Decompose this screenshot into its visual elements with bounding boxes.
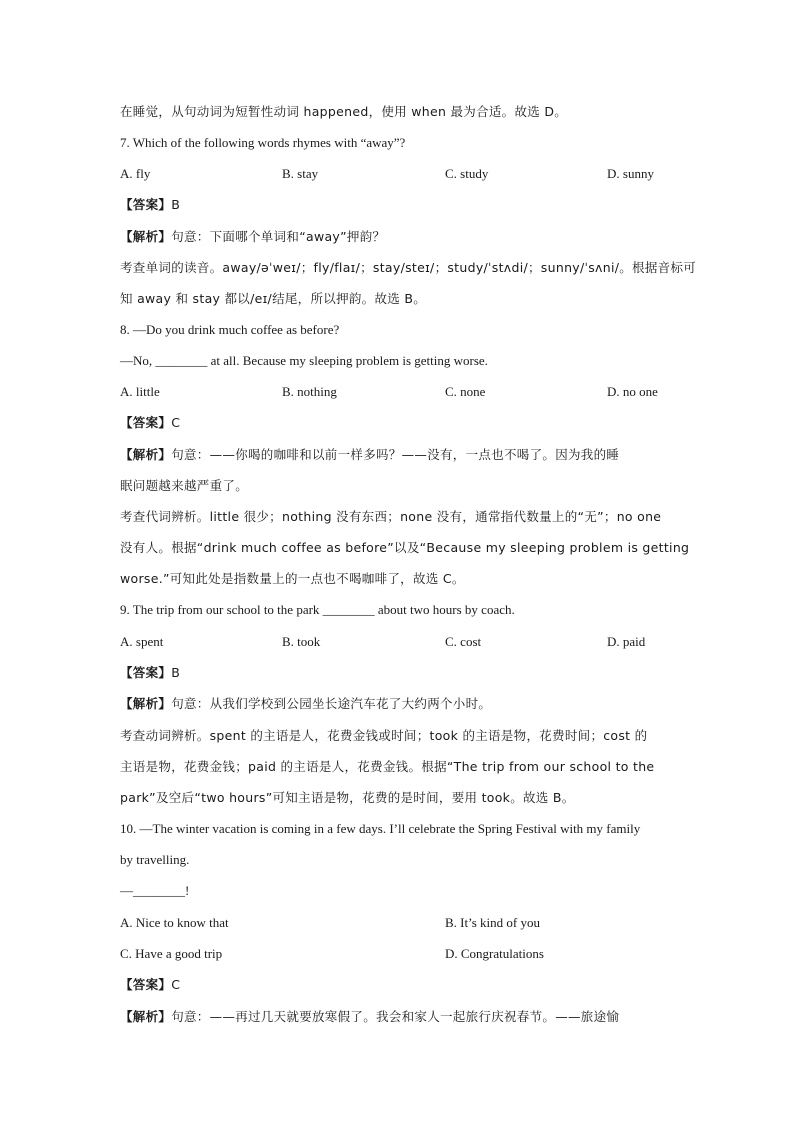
q8-option-a: A. little [120,384,160,399]
q8-explanation-3: 考查代词辨析。little 很少；nothing 没有东西；none 没有，通常指代数量上的“无”；no one [120,509,662,524]
explanation-text: 句意：——再过几天就要放寒假了。我会和家人一起旅行庆祝春节。——旅途愉 [171,1009,620,1024]
q7-answer [120,196,180,214]
answer-tag: 【答案】 [120,665,172,680]
q10-explanation-1 [120,1008,619,1026]
explanation-tag: 【解析】 [120,696,172,711]
explanation-tag: 【解析】 [120,229,172,244]
explanation-tag: 【解析】 [120,447,172,462]
q9-explanation-1 [120,695,491,713]
answer-tag: 【答案】 [120,415,172,430]
explanation-text: 句意：下面哪个单词和“away”押韵？ [171,229,386,244]
q10-option-a: A. Nice to know that [120,915,229,930]
question-10-line-1: 10. —The winter vacation is coming in a few days. I’ll celebrate the Spring Festival with my family [120,821,641,836]
q7-option-c: C. study [445,166,489,181]
q10-option-c: C. Have a good trip [120,946,223,961]
q9-explanation-2: 考查动词辨析。spent 的主语是人，花费金钱或时间；took 的主语是物，花费时间；cost 的 [120,728,648,743]
q8-option-d: D. no one [607,384,658,399]
q9-option-b: B. took [282,634,321,649]
q9-answer [120,664,180,682]
q10-option-b: B. It’s kind of you [445,915,540,930]
question-8-line-2: —No, ________ at all. Because my sleeping problem is getting worse. [120,353,488,368]
answer-value: B [171,665,181,680]
q10-option-d: D. Congratulations [445,946,544,961]
question-9: 9. The trip from our school to the park ________ about two hours by coach. [120,602,515,617]
q8-option-c: C. none [445,384,486,399]
q10-answer [120,976,180,994]
q8-option-b: B. nothing [282,384,337,399]
q7-explanation-2: 考查单词的读音。away/əˈweɪ/；fly/flaɪ/；stay/steɪ/；study/ˈstʌdi/；sunny/ˈsʌni/。根据音标可 [120,260,697,275]
q7-explanation-1 [120,228,385,246]
question-10-line-2: by travelling. [120,852,190,867]
explanation-text: 句意：从我们学校到公园坐长途汽车花了大约两个小时。 [171,696,492,711]
q9-option-a: A. spent [120,634,164,649]
q7-option-b: B. stay [282,166,319,181]
q9-option-d: D. paid [607,634,646,649]
q9-explanation-4: park”及空后“two hours”可知主语是物，花费的是时间，要用 took。故选 B。 [120,790,575,805]
answer-value: C [171,977,181,992]
answer-tag: 【答案】 [120,977,172,992]
q7-explanation-3: 知 away 和 stay 都以/eɪ/结尾，所以押韵。故选 B。 [120,291,427,306]
q9-explanation-3: 主语是物，花费金钱；paid 的主语是人，花费金钱。根据“The trip from our school to the [120,759,655,774]
q7-option-d: D. sunny [607,166,654,181]
q9-option-c: C. cost [445,634,482,649]
q7-option-a: A. fly [120,166,151,181]
question-10-line-3: —________! [120,883,190,898]
answer-value: C [171,415,181,430]
explanation-tag: 【解析】 [120,1009,172,1024]
question-8-line-1: 8. —Do you drink much coffee as before? [120,322,340,337]
explanation-text: 句意：——你喝的咖啡和以前一样多吗？——没有，一点也不喝了。因为我的睡 [171,447,620,462]
explanation-line: 在睡觉，从句动词为短暂性动词 happened，使用 when 最为合适。故选 D。 [120,104,568,119]
q8-explanation-1 [120,446,619,464]
q8-explanation-4: 没有人。根据“drink much coffee as before”以及“Because my sleeping problem is getting [120,540,690,555]
answer-value: B [171,197,181,212]
question-7: 7. Which of the following words rhymes with “away”? [120,135,406,150]
q8-answer [120,414,180,432]
answer-tag: 【答案】 [120,197,172,212]
q8-explanation-2: 眠问题越来越严重了。 [120,478,249,493]
q8-explanation-5: worse.”可知此处是指数量上的一点也不喝咖啡了，故选 C。 [120,571,465,586]
